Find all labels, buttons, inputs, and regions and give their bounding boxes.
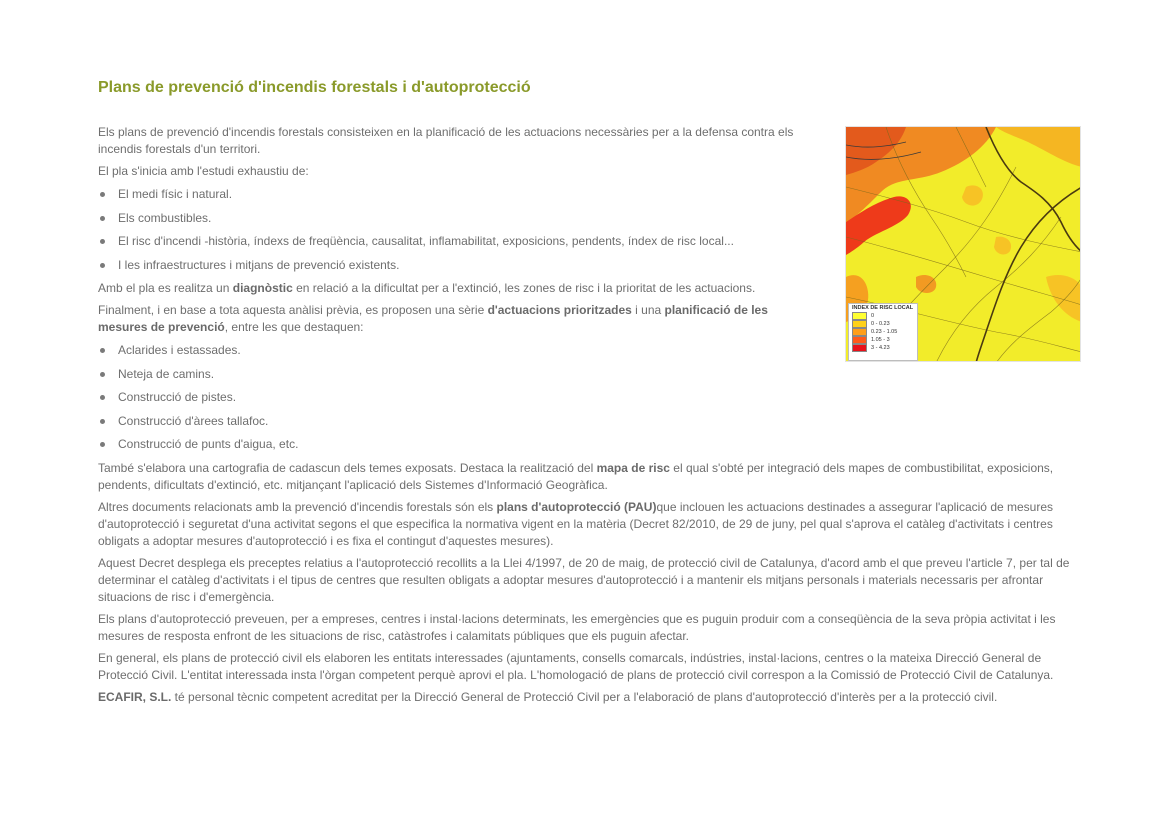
legend-item [849,344,917,352]
text-run: té personal tècnic competent acreditat per la Direcció General de Protecció Civil per a l'elaboració de plans d'autoprotecció d'interès per a la protecció civil. [171,689,998,704]
study-list [98,186,808,273]
page-title: Plans de prevenció d'incendis forestals i d'autoprotecció [98,79,531,96]
legend-label: 1.05 - 3 [871,337,890,343]
list-item: Construcció de pistes. [98,389,1083,406]
map-legend [848,303,918,361]
bold-term: diagnòstic [232,281,293,295]
text-run: Altres documents relacionats amb la prevenció d'incendis forestals són els [98,499,497,514]
legend-label: 0.23 - 1.05 [871,329,898,335]
legend-label: 0 - 0.23 [871,321,890,327]
bold-term: mapa de risc [596,460,670,475]
list-item: El risc d'incendi -història, índexs de freqüència, causalitat, inflamabilitat, exposicions, pendents, índex de risc local... [98,233,808,250]
paragraph-ecafir [98,689,1083,706]
text-run: en relació a la dificultat per a l'extinció, les zones de risc i la prioritat de les actuacions. [292,281,756,295]
list-item: Construcció de punts d'aigua, etc. [98,436,1083,453]
paragraph-diagnostic [98,280,808,297]
list-item: El medi físic i natural. [98,186,808,203]
legend-swatch [852,320,867,328]
text-run: i una [631,303,665,317]
legend-label: 0 [871,313,875,319]
paragraph-risk-map [98,460,1083,494]
paragraph-self-protection: Els plans d'autoprotecció preveuen, per a empreses, centres i instal·lacions determinats, les emergències que es puguin produir com a conseqüència de la seva pròpia activitat i les mesures de resposta enfront de les situacions de risc, catàstrofes i calamitats públiques que els puguin afectar. [98,611,1056,643]
text-run: que inclouen les actuacions destinades a assegurar l'aplicació de mesures d'autoprotecció i seguretat d'una activitat segons el que especifica la normativa vigent en la matèria (Decret 82/2010, de 29 de juny, pel qual s'aprova el catàleg d'activitats i centres obligats a adoptar mesures d'autoprotecció i es fixa el contingut d'aquestes mesures). [98,499,1054,548]
list-item: Construcció d'àrees tallafoc. [98,413,1083,430]
legend-swatch [852,312,867,320]
company-name: ECAFIR, S.L. [98,689,172,704]
legend-item [849,336,917,344]
list-item: Aclarides i estassades. [98,342,1083,359]
paragraph-intro-2: El pla s'inicia amb l'estudi exhaustiu de: [98,164,309,178]
list-item: Els combustibles. [98,210,808,227]
risk-map-image [845,126,1081,362]
text-run: , entre les que destaquen: [224,320,364,334]
list-item: I les infraestructures i mitjans de prevenció existents. [98,257,808,274]
bold-term: planificació de les mesures de prevenció [98,303,768,334]
intro-section [98,124,808,336]
text-run: Finalment, i en base a tota aquesta anàlisi prèvia, es proposen una sèrie [98,303,488,317]
paragraph-general: En general, els plans de protecció civil els elaboren les entitats interessades (ajuntaments, consells comarcals, indústries, instal·lacions, centres o la mateixa Direcció General de Protecció Civil. L'entitat interessada insta l'òrgan competent perquè aprovi el pla. L'homologació de plans de protecció civil correspon a la Comissió de Protecció Civil de Catalunya. [98,650,1054,682]
legend-item [849,320,917,328]
legend-item [849,328,917,336]
legend-item [849,312,917,320]
legend-swatch [852,344,867,352]
legend-label: 3 - 4.23 [871,345,890,351]
text-run: el qual s'obté per integració dels mapes de combustibilitat, exposicions, pendents, dificultats d'extinció, etc. mitjançant l'aplicació dels Sistemes d'Informació Geogràfica. [98,460,1054,492]
legend-swatch [852,336,867,344]
paragraph-pau [98,499,1083,550]
text-run: Amb el pla es realitza un [98,281,233,295]
legend-title: INDEX DE RISC LOCAL [852,305,914,311]
bold-term: d'actuacions prioritzades [487,303,632,317]
paragraph-decree: Aquest Decret desplega els preceptes relatius a l'autoprotecció recollits a la Llei 4/1997, de 20 de maig, de protecció civil de Catalunya, d'acord amb el que preveu l'article 7, per tal de determinar el catàleg d'activitats i el tipus de centres que resulten obligats a adoptar mesures d'autoprotecció i a mantenir els mitjans personals i materials necessaris per afrontar situacions de risc i d'emergència. [98,555,1070,604]
bold-term: plans d'autoprotecció (PAU) [496,499,657,514]
paragraph-actions [98,302,808,336]
list-item: Neteja de camins. [98,366,1083,383]
paragraph-intro-1: Els plans de prevenció d'incendis forestals consisteixen en la planificació de les actuacions necessàries per a la defensa contra els incendis forestals d'un territori. [98,125,794,156]
text-run: També s'elabora una cartografia de cadascun dels temes exposats. Destaca la realització del [98,460,597,475]
legend-swatch [852,328,867,336]
